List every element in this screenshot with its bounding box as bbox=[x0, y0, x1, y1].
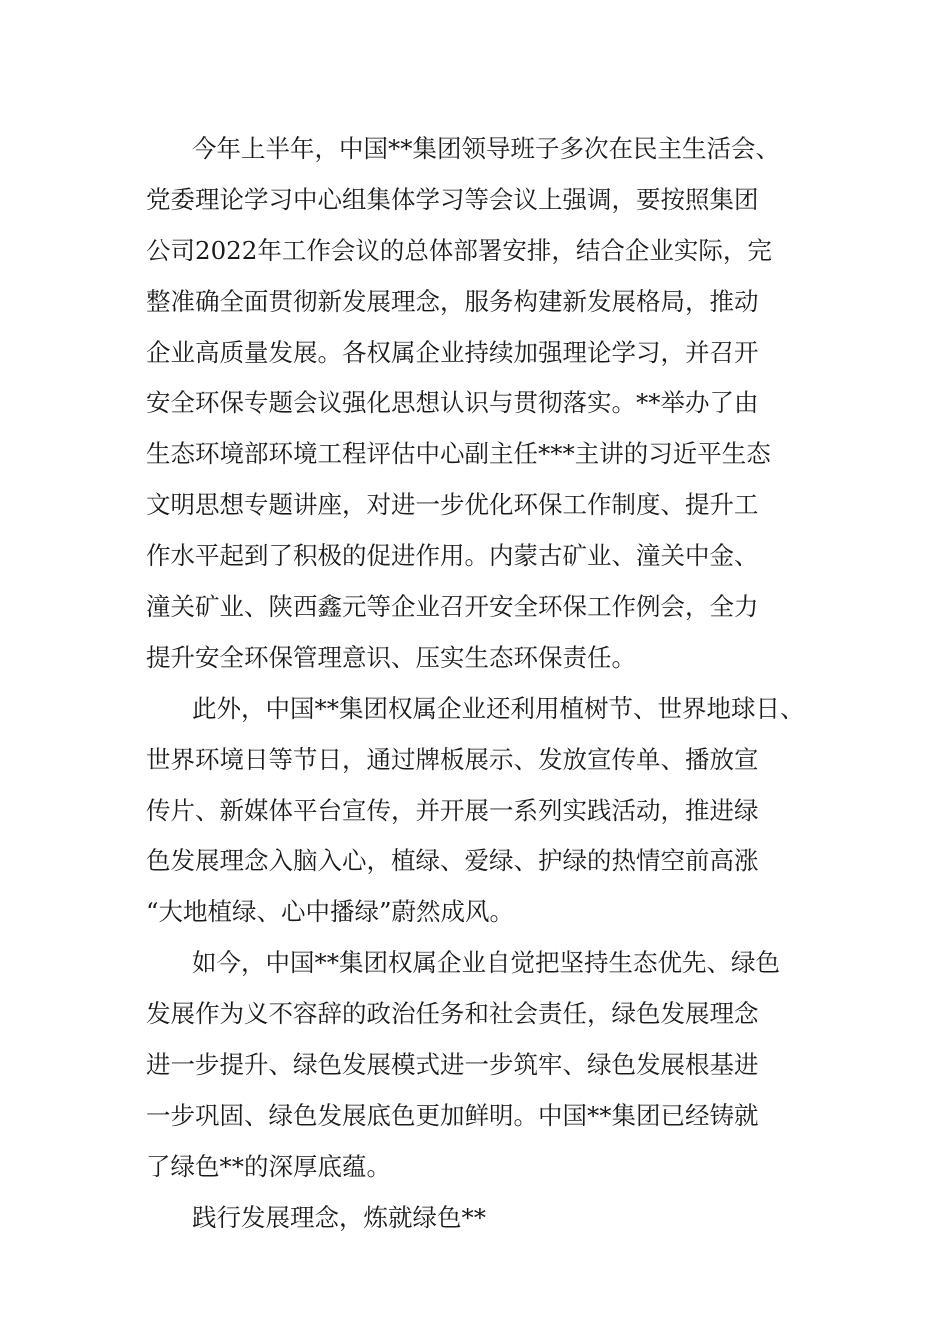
text-line: 传片、新媒体平台宣传，并开展一系列实践活动，推进绿 bbox=[146, 795, 759, 825]
text-line: 了绿色**的深厚底蕴。 bbox=[146, 1151, 391, 1181]
text-line: 安全环保专题会议强化思想认识与贯彻落实。**举办了由 bbox=[146, 388, 759, 418]
text-line: 发展作为义不容辞的政治任务和社会责任，绿色发展理念 bbox=[146, 999, 759, 1029]
text-line: 文明思想专题讲座，对进一步优化环保工作制度、提升工 bbox=[146, 490, 759, 520]
paragraph-1 bbox=[146, 124, 818, 684]
text-line: 提升安全环保管理意识、压实生态环保责任。 bbox=[146, 642, 636, 672]
section-heading-text: 践行发展理念，炼就绿色** bbox=[192, 1202, 486, 1232]
text-line: 一步巩固、绿色发展底色更加鲜明。中国**集团已经铸就 bbox=[146, 1100, 759, 1130]
text-line: 党委理论学习中心组集体学习等会议上强调，要按照集团 bbox=[146, 184, 759, 214]
paragraph-2 bbox=[146, 684, 818, 938]
body-text bbox=[146, 124, 818, 1244]
text-line: 今年上半年，中国**集团领导班子多次在民主生活会、 bbox=[192, 134, 780, 163]
text-line: “大地植绿、心中播绿”蔚然成风。 bbox=[146, 897, 515, 927]
text-line: 世界环境日等节日，通过牌板展示、发放宣传单、播放宣 bbox=[146, 744, 759, 774]
text-line: 公司2022年工作会议的总体部署安排，结合企业实际，完 bbox=[146, 235, 772, 265]
text-line: 此外，中国**集团权属企业还利用植树节、世界地球日、 bbox=[192, 693, 805, 723]
text-line: 企业高质量发展。各权属企业持续加强理论学习，并召开 bbox=[146, 337, 759, 367]
text-line: 整准确全面贯彻新发展理念，服务构建新发展格局，推动 bbox=[146, 286, 759, 316]
text-line: 进一步提升、绿色发展模式进一步筑牢、绿色发展根基进 bbox=[146, 1050, 759, 1080]
section-heading bbox=[146, 1193, 818, 1244]
text-line: 作水平起到了积极的促进作用。内蒙古矿业、潼关中金、 bbox=[146, 541, 759, 571]
text-line: 生态环境部环境工程评估中心副主任***主讲的习近平生态 bbox=[146, 439, 771, 469]
text-line: 如今，中国**集团权属企业自觉把坚持生态优先、绿色 bbox=[192, 948, 780, 978]
text-line: 色发展理念入脑入心，植绿、爱绿、护绿的热情空前高涨 bbox=[146, 846, 759, 876]
paragraph-3 bbox=[146, 938, 818, 1192]
text-line: 潼关矿业、陕西鑫元等企业召开安全环保工作例会，全力 bbox=[146, 592, 759, 622]
